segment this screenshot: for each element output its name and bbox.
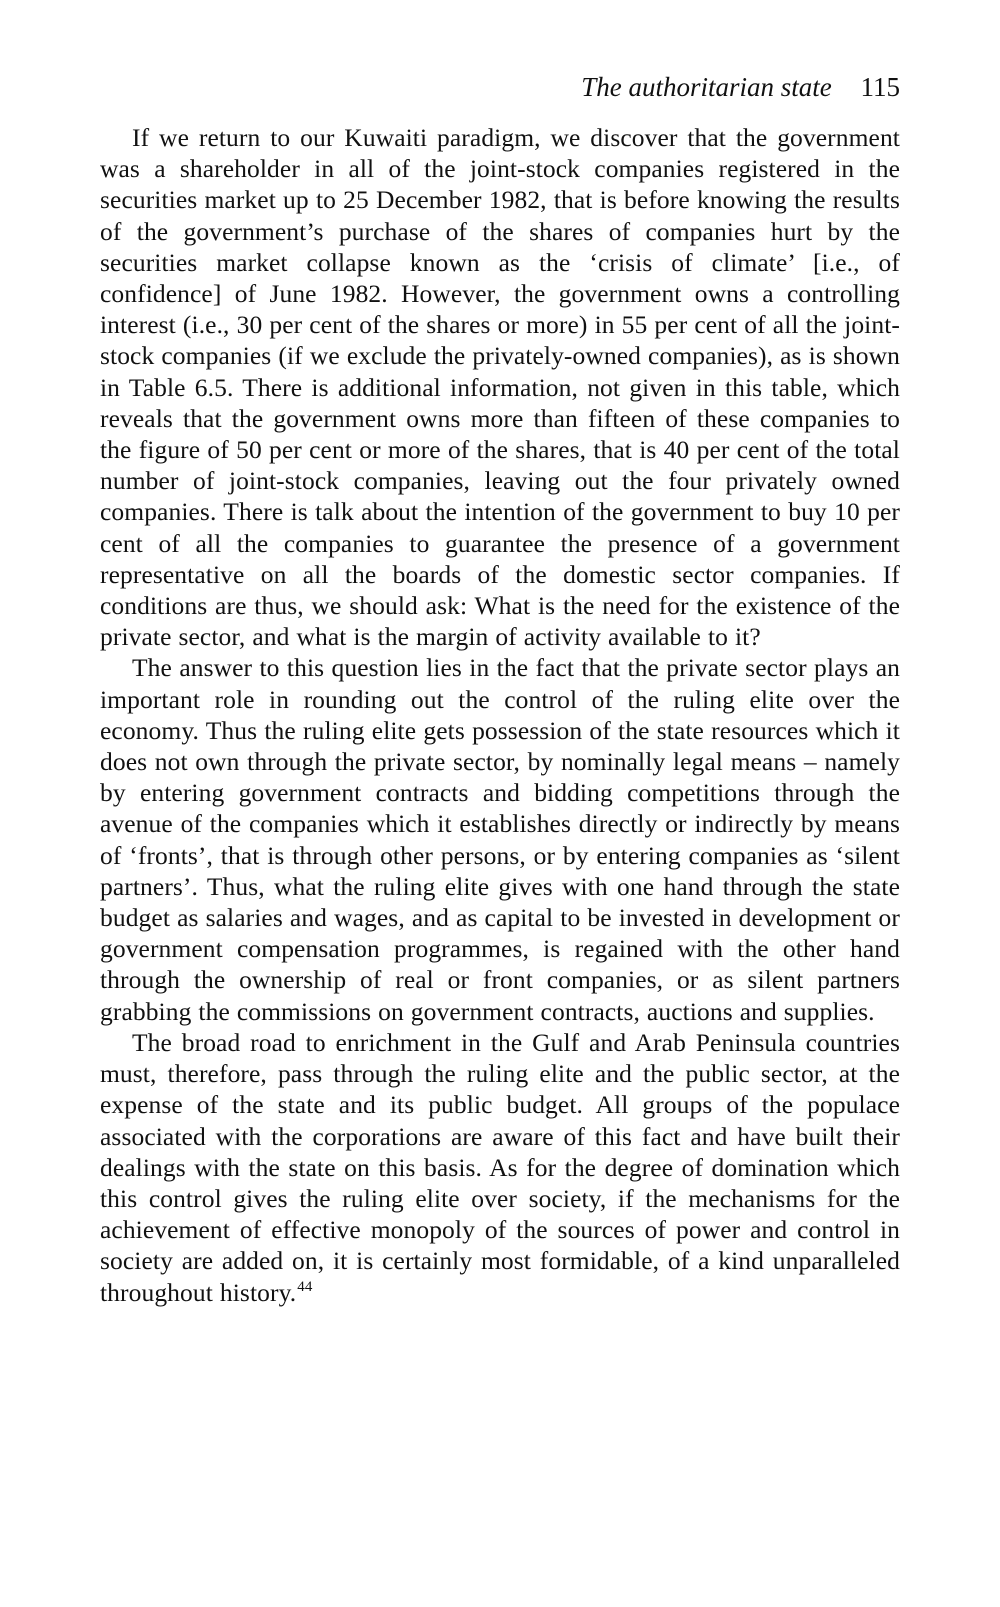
body-text <box>100 122 900 1308</box>
running-header <box>581 70 900 104</box>
paragraph-3-text: The broad road to enrichment in the Gulf and Arab Peninsula countries must, therefore, pass through the ruling elite and the public sector, at the expense of the state and its public budget. All groups of the populace associated with the corporations are aware of this fact and have built their dealings with the state on this basis. As for the degree of domination which this control gives the ruling elite over society, if the mechanisms for the achievement of effective monopoly of the sources of power and control in society are added on, it is certainly most formidable, of a kind unparalleled throughout history. <box>100 1027 900 1307</box>
paragraph-2: The answer to this question lies in the fact that the private sector plays an important role in rounding out the control of the ruling elite over the economy. Thus the ruling elite gets possession of the state resources which it does not own through the private sector, by nominally legal means – namely by entering government contracts and bidding competitions through the avenue of the companies which it establishes directly or indirectly by means of ‘fronts’, that is through other persons, or by entering companies as ‘silent partners’. Thus, what the ruling elite gives with one hand through the state budget as salaries and wages, and as capital to be invested in development or government compensation programmes, is regained with the other hand through the ownership of real or front companies, or as silent partners grabbing the commissions on government contracts, auctions and supplies. <box>100 653 900 1026</box>
paragraph-1: If we return to our Kuwaiti paradigm, we discover that the government was a shareholder in all of the joint-stock companies registered in the securities market up to 25 December 1982, that is before knowing the results of the government’s purchase of the shares of companies hurt by the securities market collapse known as the ‘crisis of climate’ [i.e., of confidence] of June 1982. However, the government owns a controlling interest (i.e., 30 per cent of the shares or more) in 55 per cent of all the joint-stock companies (if we exclude the privately-owned companies), as is shown in Table 6.5. There is additional information, not given in this table, which reveals that the government owns more than fifteen of these companies to the figure of 50 per cent or more of the shares, that is 40 per cent of the total number of joint-stock companies, leaving out the four privately owned companies. There is talk about the intention of the government to buy 10 per cent of all the companies to guarantee the presence of a government representative on all the boards of the domestic sector companies. If conditions are thus, we should ask: What is the need for the existence of the private sector, and what is the margin of activity available to it? <box>100 123 900 652</box>
page-number: 115 <box>860 72 900 102</box>
footnote-marker: 44 <box>297 1279 313 1296</box>
paragraph-3 <box>100 1027 900 1308</box>
running-title: The authoritarian state <box>581 72 832 102</box>
